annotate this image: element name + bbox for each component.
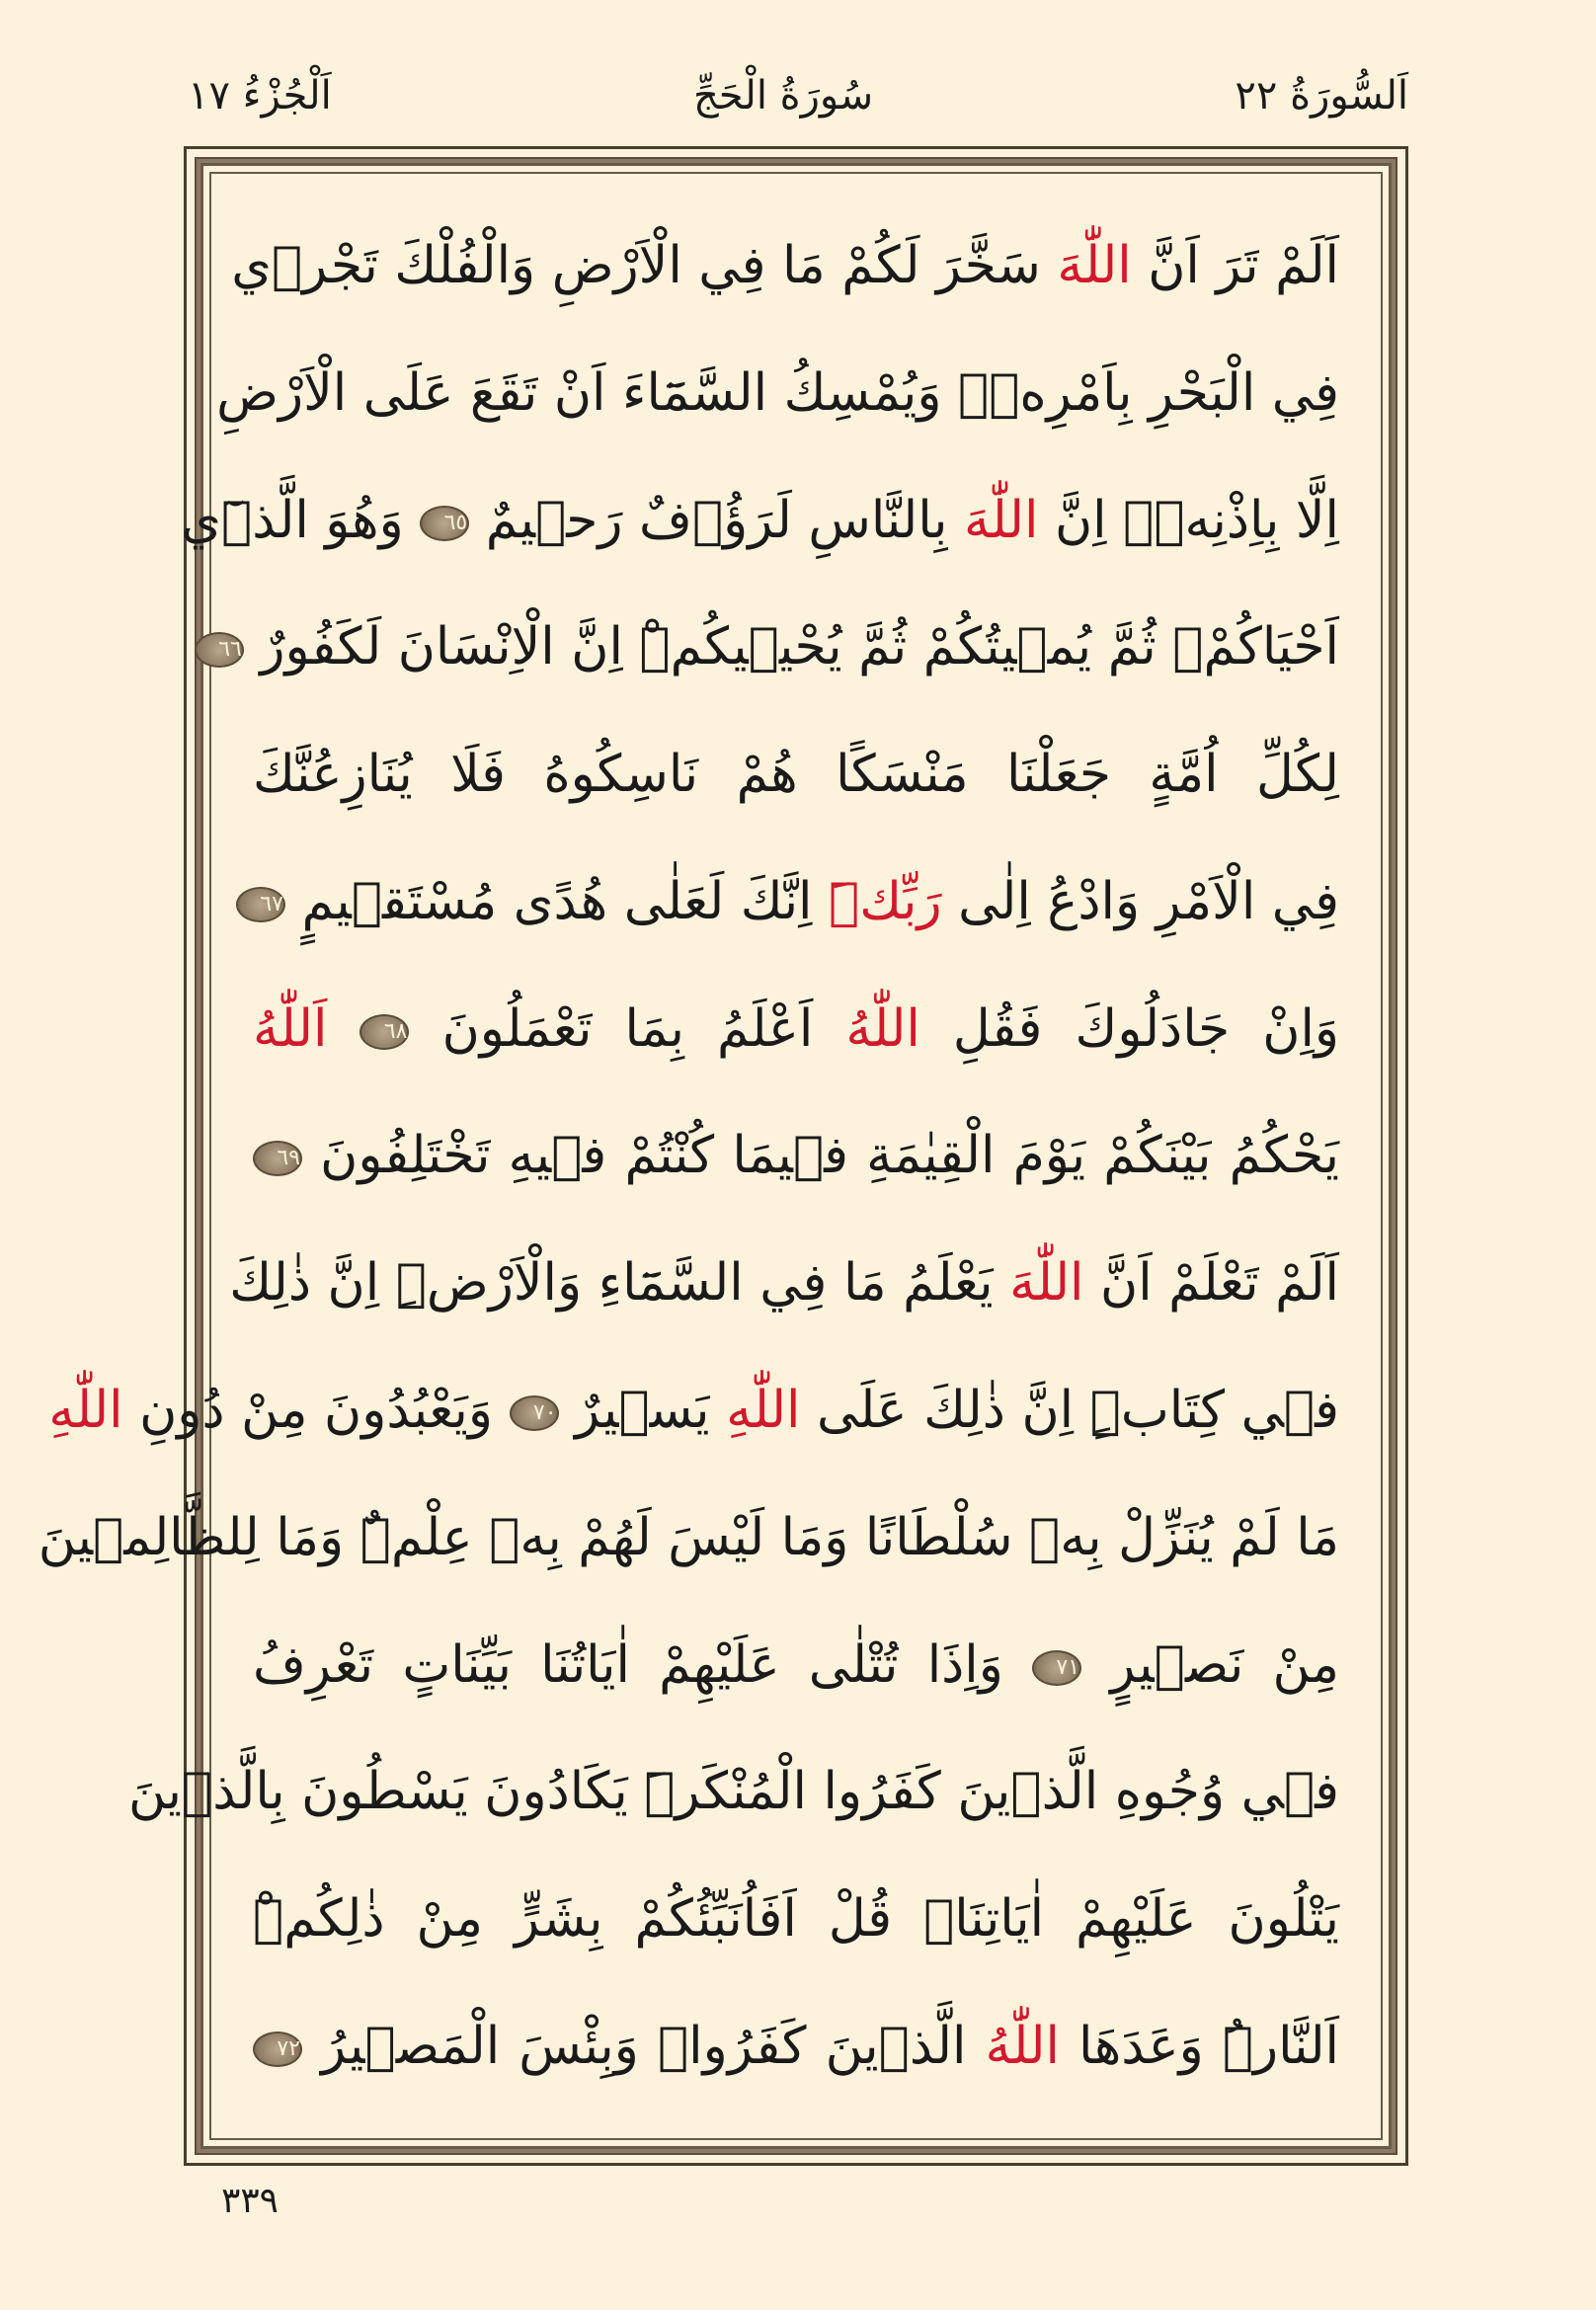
verse-text <box>327 999 359 1059</box>
verse-text: اَلنَّارُۜ وَعَدَهَا <box>1059 2016 1339 2076</box>
text-panel <box>38 163 1392 2149</box>
ayah-number-marker: ٧١ <box>1032 1650 1081 1686</box>
verse-text: يَتْلُونَ عَلَيْهِمْ اٰيَاتِنَاۜ قُلْ اَفَاُنَبِّئُكُمْ بِشَرٍّ مِنْ ذٰلِكُمْۜ <box>253 1889 1339 1950</box>
verse-text: وَهُوَ الَّذ۪ٓي <box>181 490 421 550</box>
text-line <box>218 587 1339 707</box>
text-line <box>38 1477 1339 1598</box>
highlighted-word: اللّٰهَ <box>1057 236 1132 295</box>
verse-text: مِنْ نَص۪يرٍ <box>1081 1634 1339 1695</box>
highlighted-word: اللّٰهِ <box>48 1381 123 1441</box>
text-line <box>253 969 1339 1089</box>
page-number: ٣٣٩ <box>221 2181 279 2221</box>
highlighted-word: اللّٰهَ <box>964 490 1039 550</box>
ayah-number-marker: ٦٥ <box>420 506 469 541</box>
ayah-number-marker: ٦٦ <box>195 632 244 668</box>
highlighted-word: رَبِّكَۜ <box>829 871 942 931</box>
text-line <box>48 1350 1339 1471</box>
verse-text: اِلَّا بِاِذْنِه۪ۜ اِنَّ <box>1038 490 1339 550</box>
juz-label: اَلْجُزْءُ ١٧ <box>188 73 332 119</box>
quran-text-block <box>38 205 1340 2107</box>
text-line <box>231 205 1339 326</box>
text-line <box>216 333 1339 453</box>
page-header <box>188 61 1408 130</box>
verse-text: فِي الْبَحْرِ بِاَمْرِه۪ۜ وَيُمْسِكُ السَّمَٓاءَ اَنْ تَقَعَ عَلَى الْاَرْضِ <box>216 362 1339 423</box>
verse-text: لِكُلِّ اُمَّةٍ جَعَلْنَا مَنْسَكًا هُمْ نَاسِكُوهُ فَلَا يُنَازِعُنَّكَ <box>253 745 1339 805</box>
verse-text: الَّذ۪ينَ كَفَرُواۜ وَبِئْسَ الْمَص۪يرُ <box>302 2016 986 2076</box>
verse-text: اَلَمْ تَعْلَمْ اَنَّ <box>1083 1253 1339 1314</box>
highlighted-word: اللّٰهِ <box>726 1381 801 1441</box>
text-line <box>253 841 1339 962</box>
surah-title: سُورَةُ الْحَجِّ <box>692 73 874 119</box>
text-line <box>253 714 1339 835</box>
verse-text: اَعْلَمُ بِمَا تَعْمَلُونَ <box>409 998 846 1059</box>
text-line <box>229 1223 1339 1343</box>
highlighted-word: اللّٰهُ <box>985 2016 1060 2076</box>
verse-text: مَا لَمْ يُنَزِّلْ بِه۪ سُلْطَانًا وَمَا لَيْسَ لَهُمْ بِه۪ عِلْمٌۜ وَمَا لِلظَّالِم۪ينَ <box>38 1507 1339 1567</box>
ayah-number-marker: ٦٨ <box>359 1014 409 1050</box>
verse-text: بِالنَّاسِ لَرَؤُ۫فٌ رَح۪يمٌ <box>469 490 965 550</box>
verse-text: يَس۪يرٌ <box>558 1381 727 1441</box>
text-line <box>253 1986 1339 2107</box>
verse-text: وَيَعْبُدُونَ مِنْ دُونِ <box>122 1381 510 1441</box>
ayah-number-marker: ٧٠ <box>510 1395 559 1431</box>
highlighted-word: اللّٰهُ <box>845 998 920 1059</box>
text-line <box>253 1605 1339 1725</box>
verse-text: يَحْكُمُ بَيْنَكُمْ يَوْمَ الْقِيٰمَةِ ف۪يمَا كُنْتُمْ ف۪يهِ تَخْتَلِفُونَ <box>302 1126 1339 1186</box>
verse-text: اِنَّكَ لَعَلٰى هُدًى مُسْتَق۪يمٍ <box>284 871 830 931</box>
surah-number-label: اَلسُّورَةُ ٢٢ <box>1235 73 1408 119</box>
text-line <box>127 1731 1339 1852</box>
verse-text: ف۪ي كِتَابٍۜ اِنَّ ذٰلِكَ عَلَى <box>800 1381 1339 1441</box>
ayah-number-marker: ٧٢ <box>253 2031 302 2067</box>
verse-text: فِي الْاَمْرِ وَادْعُ اِلٰى <box>941 871 1339 931</box>
verse-text: اَلَمْ تَرَ اَنَّ <box>1131 236 1339 295</box>
text-line <box>253 1095 1339 1216</box>
verse-text: وَاِذَا تُتْلٰى عَلَيْهِمْ اٰيَاتُنَا بَيِّنَاتٍ تَعْرِفُ <box>253 1634 1033 1695</box>
highlighted-word: اللّٰهَ <box>1009 1253 1084 1314</box>
text-line <box>181 460 1339 581</box>
highlighted-word: اَللّٰهُ <box>253 998 328 1059</box>
ayah-number-marker: ٦٧ <box>236 887 285 922</box>
verse-text: يَعْلَمُ مَا فِي السَّمَٓاءِ وَالْاَرْضِۜ اِنَّ ذٰلِكَ <box>229 1253 1010 1314</box>
ayah-number-marker: ٦٩ <box>253 1141 302 1176</box>
verse-text: اَحْيَاكُمْۘ ثُمَّ يُم۪يتُكُمْ ثُمَّ يُحْي۪يكُمْۜ اِنَّ الْاِنْسَانَ لَكَفُورٌ <box>243 617 1339 677</box>
verse-text: سَخَّرَ لَكُمْ مَا فِي الْاَرْضِ وَالْفُلْكَ تَجْر۪ي <box>231 236 1058 295</box>
verse-text: ف۪ي وُجُوهِ الَّذ۪ينَ كَفَرُوا الْمُنْكَرَۜ يَكَادُونَ يَسْطُونَ بِالَّذ۪ينَ <box>127 1762 1339 1822</box>
page-frame <box>38 146 1408 2166</box>
verse-text: وَاِنْ جَادَلُوكَ فَقُلِ <box>919 998 1340 1059</box>
text-line <box>253 1859 1339 1979</box>
